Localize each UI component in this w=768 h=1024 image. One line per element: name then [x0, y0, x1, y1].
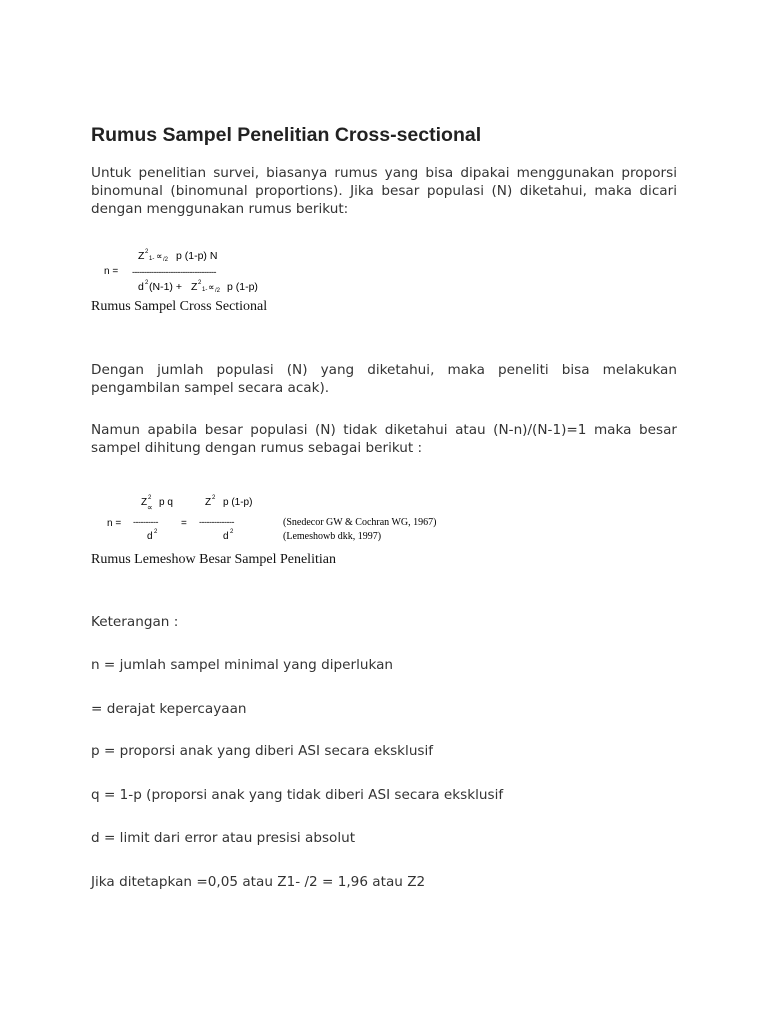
formula1-denominator-b: p (1-p)	[227, 281, 258, 293]
formula1-lhs: n =	[104, 266, 119, 277]
formula2-d2-sup: 2	[230, 529, 234, 535]
formula2-d2: d	[223, 531, 229, 542]
formula-lemeshow	[107, 490, 477, 546]
formula1-d: d	[138, 281, 144, 293]
formula2-num2: p (1-p)	[223, 497, 253, 508]
formula1-z2-sub: 1-	[202, 287, 208, 293]
formula1-z2: Z	[191, 281, 198, 293]
formula2-z2: Z	[205, 497, 212, 508]
formula1-alpha-frac: /2	[163, 257, 169, 263]
formula1-numerator: p (1-p) N	[176, 250, 218, 262]
formula1-d-sup: 2	[145, 280, 149, 286]
formula2-d1: d	[147, 531, 153, 542]
formula2-dash1: ----------	[133, 517, 158, 527]
formula1-dashes: -----------------------------------	[132, 267, 216, 277]
alpha-symbol: ∝	[156, 251, 163, 261]
formula2-ref1: (Snedecor GW & Cochran WG, 1967)	[283, 517, 437, 528]
caption-lemeshow: Rumus Lemeshow Besar Sampel Penelitian	[91, 552, 336, 567]
paragraph-unknown-population: Namun apabila besar populasi (N) tidak diketahui atau (N-n)/(N-1)=1 maka besar sampel dihitung dengan rumus sebagai berikut :	[91, 422, 677, 456]
alpha-symbol-2: ∝	[208, 282, 215, 292]
formula1-z2-sup: 2	[198, 280, 202, 286]
formula2-z2-sup: 2	[212, 495, 216, 501]
formula-lemeshow-svg	[107, 490, 477, 546]
formula1-z: Z	[138, 250, 145, 262]
caption-cross-sectional: Rumus Sampel Cross Sectional	[91, 299, 268, 314]
formula1-denominator-a: (N-1) +	[149, 281, 182, 293]
formula1-z-sup: 2	[145, 249, 149, 255]
list-item: n = jumlah sampel minimal yang diperlukan	[91, 657, 394, 673]
list-item: = derajat kepercayaan	[91, 701, 247, 717]
formula2-eq: =	[181, 518, 187, 529]
formula1-z-sub: 1-	[149, 256, 155, 262]
list-item: p = proporsi anak yang diberi ASI secara eksklusif	[91, 743, 434, 759]
formula2-d1-sup: 2	[154, 529, 158, 535]
keterangan-heading: Keterangan :	[91, 614, 179, 630]
formula2-ref2: (Lemeshowb dkk, 1997)	[283, 531, 382, 542]
alpha-symbol-3: ∝	[147, 503, 153, 512]
formula-cross-sectional-svg	[104, 244, 304, 300]
intro-paragraph: Untuk penelitian survei, biasanya rumus yang bisa dipakai menggunakan proporsi binomunal (binomunal proportions). Jika besar populasi (N) diketahui, maka dicari dengan menggunakan rumus berikut:	[91, 165, 677, 217]
formula-cross-sectional	[104, 244, 304, 300]
list-item: Jika ditetapkan =0,05 atau Z1- /2 = 1,96 atau Z2	[91, 874, 426, 890]
formula2-z: Z	[141, 497, 148, 508]
paragraph-random-sampling: Dengan jumlah populasi (N) yang diketahui, maka peneliti bisa melakukan pengambilan sampel secara acak).	[91, 362, 677, 396]
formula2-lhs: n =	[107, 518, 122, 529]
formula2-num1: p q	[159, 497, 173, 508]
formula2-z-sup: 2	[148, 495, 152, 501]
list-item: q = 1-p (proporsi anak yang tidak diberi ASI secara eksklusif	[91, 787, 504, 803]
formula2-dash2: --------------	[199, 517, 234, 527]
list-item: d = limit dari error atau presisi absolut	[91, 830, 356, 846]
page-title: Rumus Sampel Penelitian Cross-sectional	[91, 124, 482, 146]
formula1-alpha-frac-2: /2	[215, 288, 221, 294]
